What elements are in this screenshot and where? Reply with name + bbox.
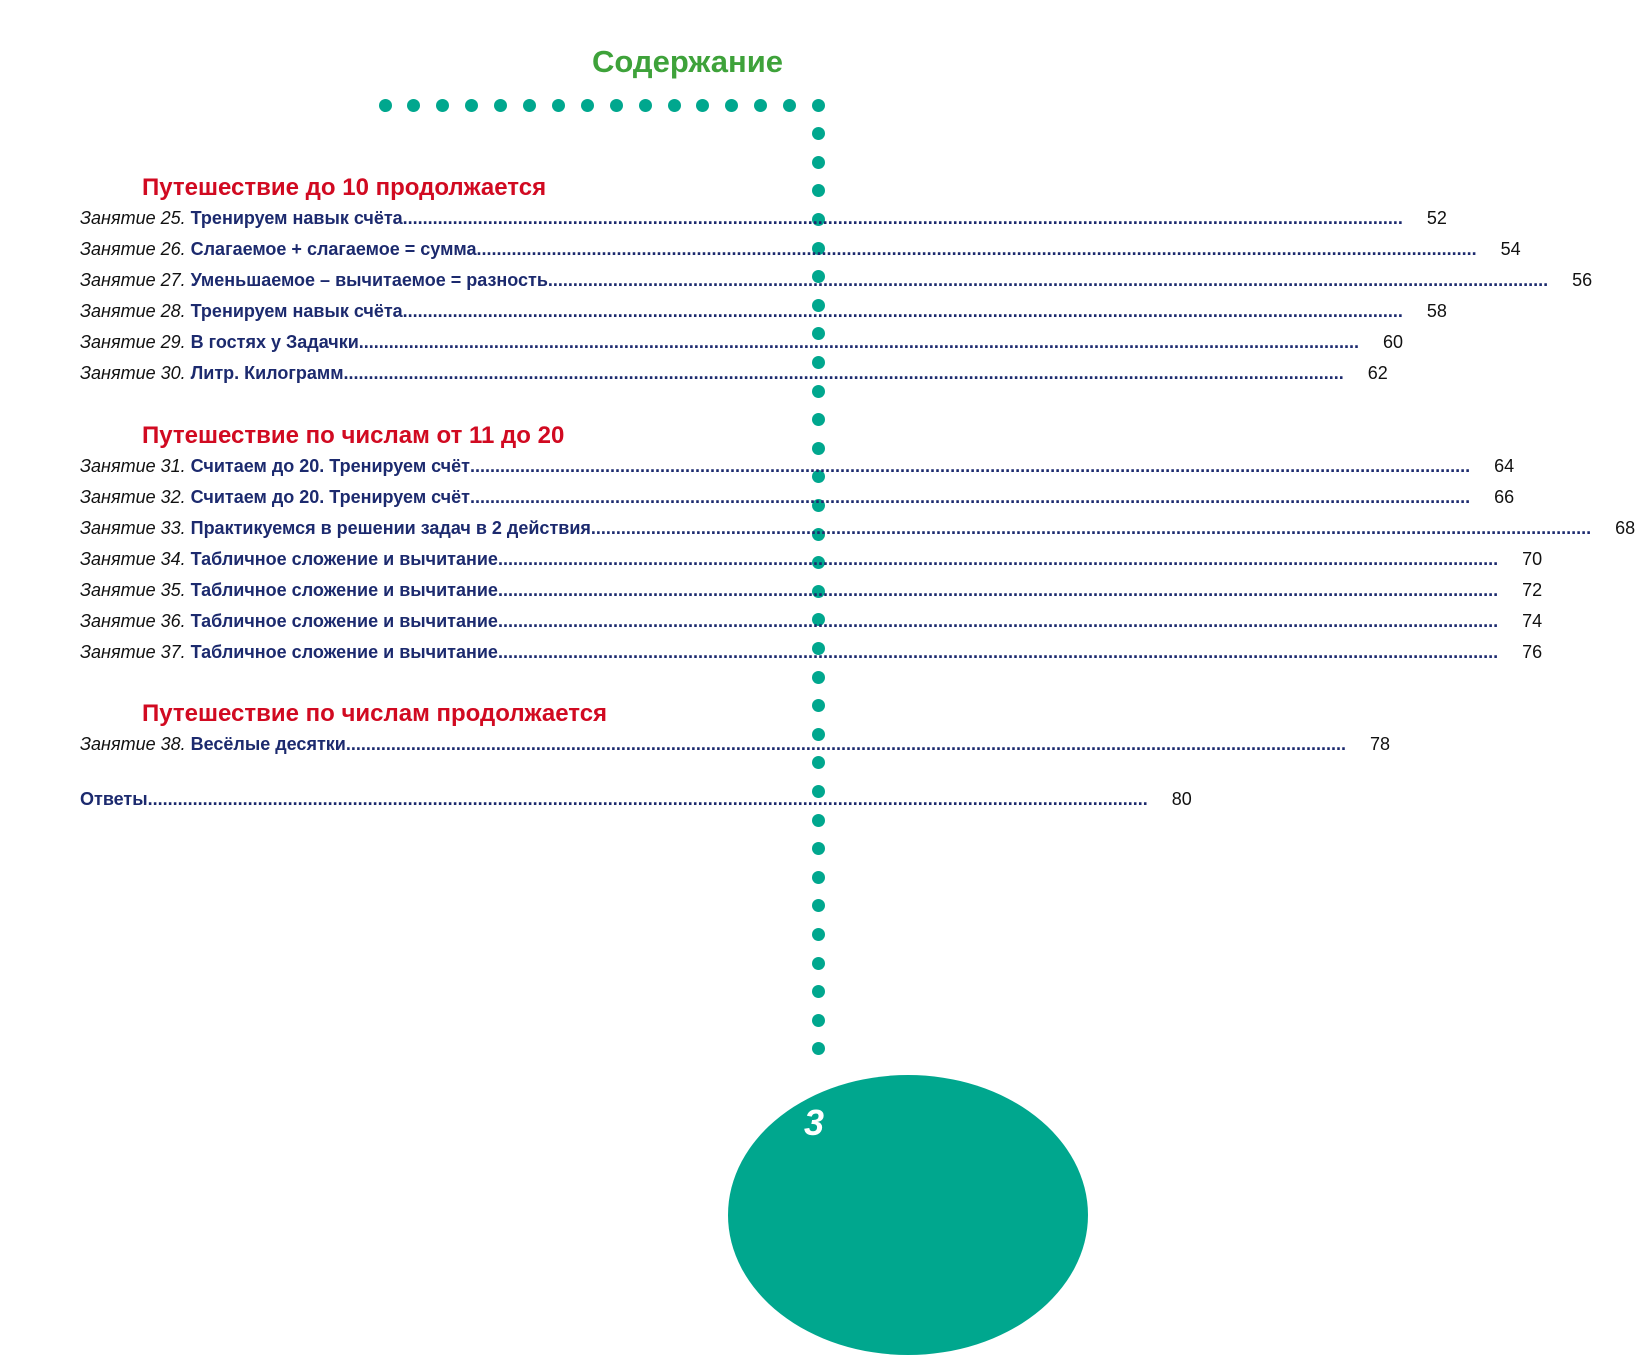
decorative-dot <box>812 928 825 941</box>
toc-entry[interactable] <box>80 332 1403 358</box>
decorative-dot <box>581 99 594 112</box>
dot-leader: ........................................................................................................................................................................................................ <box>147 789 1148 809</box>
lesson-title: Слагаемое + слагаемое = сумма <box>190 239 477 259</box>
lesson-title: Табличное сложение и вычитание <box>190 611 498 631</box>
dot-leader: ........................................................................................................................................................................................................ <box>345 734 1347 754</box>
page-number: 80 <box>1171 789 1192 809</box>
decorative-dot <box>812 156 825 169</box>
decorative-dot <box>754 99 767 112</box>
decorative-dot <box>812 413 825 426</box>
section-title: Путешествие по числам продолжается <box>142 700 608 727</box>
decorative-dot <box>783 99 796 112</box>
toc-entry[interactable] <box>80 487 1515 513</box>
lesson-number: Занятие 29. <box>80 332 186 352</box>
page-number: 68 <box>1615 518 1635 538</box>
decorative-dot <box>407 99 420 112</box>
decorative-dot <box>436 99 449 112</box>
toc-entry[interactable] <box>80 301 1447 327</box>
page-number: 52 <box>1426 208 1447 228</box>
page-number: 72 <box>1522 580 1543 600</box>
page-number: 66 <box>1494 487 1515 507</box>
lesson-number: Занятие 27. <box>80 270 186 290</box>
page-number: 62 <box>1367 363 1388 383</box>
lesson-title: Считаем до 20. Тренируем счёт <box>190 487 470 507</box>
decorative-dot <box>465 99 478 112</box>
toc-entry[interactable] <box>80 518 1635 544</box>
page-number: 54 <box>1500 239 1521 259</box>
lesson-title: Табличное сложение и вычитание <box>190 642 498 662</box>
toc-entry-answers[interactable] <box>80 789 1192 815</box>
toc-entry[interactable] <box>80 642 1543 668</box>
dot-leader: ........................................................................................................................................................................................................ <box>497 642 1499 662</box>
page-number: 74 <box>1522 611 1543 631</box>
lesson-number: Занятие 35. <box>80 580 186 600</box>
decorative-dot <box>812 442 825 455</box>
decorative-dot <box>639 99 652 112</box>
lesson-number: Занятие 30. <box>80 363 186 383</box>
decorative-dot <box>812 99 825 112</box>
decorative-dot <box>812 842 825 855</box>
lesson-title: Весёлые десятки <box>190 734 346 754</box>
toc-entry[interactable] <box>80 239 1521 265</box>
decorative-dot <box>812 1042 825 1055</box>
lesson-title: Практикуемся в решении задач в 2 действия <box>190 518 591 538</box>
decorative-dot <box>812 184 825 197</box>
decorative-dot <box>696 99 709 112</box>
decorative-dot <box>812 756 825 769</box>
toc-entry[interactable] <box>80 549 1543 575</box>
lesson-title: Считаем до 20. Тренируем счёт <box>190 456 470 476</box>
page-number: 70 <box>1522 549 1543 569</box>
answers-title: Ответы <box>80 789 148 809</box>
decorative-dot <box>552 99 565 112</box>
dot-leader: ........................................................................................................................................................................................................ <box>402 301 1403 321</box>
decorative-dot <box>812 899 825 912</box>
toc-entry[interactable] <box>80 208 1447 234</box>
decorative-dot <box>523 99 536 112</box>
page-number: 64 <box>1494 456 1515 476</box>
decorative-dot <box>812 985 825 998</box>
lesson-title: В гостях у Задачки <box>190 332 359 352</box>
lesson-title: Тренируем навык счёта <box>190 208 403 228</box>
dot-leader: ........................................................................................................................................................................................................ <box>469 456 1471 476</box>
dot-leader: ........................................................................................................................................................................................................ <box>497 611 1499 631</box>
page-number: 58 <box>1426 301 1447 321</box>
dot-leader: ........................................................................................................................................................................................................ <box>358 332 1359 352</box>
page-number-footer: 3 <box>804 1102 825 1143</box>
decorative-dot <box>812 671 825 684</box>
decorative-dot <box>725 99 738 112</box>
section-title: Путешествие до 10 продолжается <box>142 174 547 201</box>
toc-entry[interactable] <box>80 580 1543 606</box>
page-number: 60 <box>1382 332 1403 352</box>
page-number: 56 <box>1572 270 1593 290</box>
decorative-dot <box>812 957 825 970</box>
toc-entry[interactable] <box>80 456 1515 482</box>
lesson-title: Тренируем навык счёта <box>190 301 403 321</box>
lesson-title: Литр. Килограмм <box>190 363 344 383</box>
lesson-number: Занятие 25. <box>80 208 186 228</box>
lesson-title: Уменьшаемое – вычитаемое = разность <box>190 270 548 290</box>
decorative-dot <box>668 99 681 112</box>
page-number: 78 <box>1370 734 1391 754</box>
lesson-number: Занятие 34. <box>80 549 186 569</box>
dot-leader: ........................................................................................................................................................................................................ <box>343 363 1344 383</box>
page-title: Содержание <box>592 44 783 79</box>
decorative-dot <box>812 814 825 827</box>
lesson-number: Занятие 26. <box>80 239 186 259</box>
toc-entry[interactable] <box>80 734 1391 760</box>
dot-leader: ........................................................................................................................................................................................................ <box>402 208 1403 228</box>
dot-leader: ........................................................................................................................................................................................................ <box>547 270 1549 290</box>
page-corner-tab <box>728 1075 1088 1355</box>
decorative-dot <box>494 99 507 112</box>
decorative-dot <box>812 1014 825 1027</box>
lesson-number: Занятие 37. <box>80 642 186 662</box>
lesson-number: Занятие 31. <box>80 456 186 476</box>
lesson-number: Занятие 32. <box>80 487 186 507</box>
lesson-number: Занятие 28. <box>80 301 186 321</box>
decorative-dot <box>812 699 825 712</box>
dot-leader: ........................................................................................................................................................................................................ <box>476 239 1477 259</box>
decorative-dot <box>812 127 825 140</box>
section-title: Путешествие по числам от 11 до 20 <box>142 422 565 449</box>
page-number: 76 <box>1522 642 1543 662</box>
toc-entry[interactable] <box>80 270 1593 296</box>
decorative-dot <box>379 99 392 112</box>
lesson-title: Табличное сложение и вычитание <box>190 580 498 600</box>
decorative-dot <box>812 871 825 884</box>
lesson-number: Занятие 33. <box>80 518 186 538</box>
decorative-dot <box>812 385 825 398</box>
lesson-number: Занятие 36. <box>80 611 186 631</box>
dot-leader: ........................................................................................................................................................................................................ <box>497 580 1499 600</box>
toc-entry[interactable] <box>80 611 1543 637</box>
toc-entry[interactable] <box>80 363 1388 389</box>
dot-leader: ........................................................................................................................................................................................................ <box>497 549 1499 569</box>
decorative-dot <box>610 99 623 112</box>
dot-leader: ........................................................................................................................................................................................................ <box>469 487 1471 507</box>
lesson-title: Табличное сложение и вычитание <box>190 549 498 569</box>
dot-leader: ........................................................................................................................................................................................................ <box>590 518 1592 538</box>
lesson-number: Занятие 38. <box>80 734 186 754</box>
